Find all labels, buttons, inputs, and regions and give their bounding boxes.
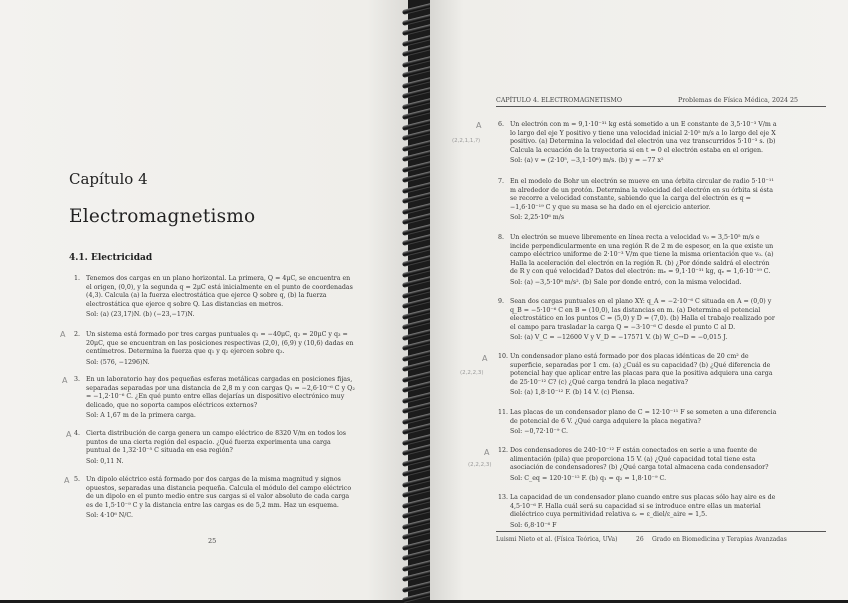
problem-solution: Sol: 6,8·10⁻⁶ F — [510, 521, 557, 529]
pencil-mark-a: A — [62, 376, 68, 385]
problem-solution: Sol: (a) V_C = −12600 V y V_D = −17571 V. (b) W_C→D = −0,015 J. — [510, 334, 728, 342]
problem-number: 7. — [498, 178, 505, 185]
problem-10 — [498, 353, 778, 398]
problem-8 — [498, 234, 778, 288]
section-title-text: Electricidad — [91, 253, 153, 263]
problem-12 — [498, 447, 778, 483]
pencil-note: (2,2,2,3) — [468, 462, 492, 468]
problem-13 — [498, 494, 778, 530]
problem-11 — [498, 409, 778, 437]
pencil-mark-a: A — [64, 476, 70, 485]
problem-text: Dos condensadores de 240·10⁻¹² F están conectados en serie a una fuente de alimentación (pila) que proporciona 15 V. (a) ¿Qué capacidad total tiene esta asociación de condensadores? (b) ¿Qué carga total almacena cada condensador? — [510, 447, 769, 472]
problem-number: 9. — [498, 298, 505, 305]
problem-number: 13. — [498, 494, 509, 501]
footer-page-number: 26 — [636, 536, 644, 543]
right-page — [430, 0, 848, 600]
problem-text: Un condensador plano está formado por dos placas idénticas de 20 cm² de superficie, separadas por 1 cm. (a) ¿Cuál es su capacidad? (b) ¿Qué diferencia de potencial hay que aplicar entre las placas para que la positiva adquiera una carga de 25·10⁻¹² C? (c) ¿Qué carga tendrá la placa negativa? — [510, 353, 773, 386]
problem-solution: Sol: 0,11 N. — [86, 457, 124, 465]
header-rule — [496, 106, 826, 107]
problem-number: 2. — [74, 331, 81, 338]
footer-course: Grado en Biomedicina y Terapias Avanzadas — [652, 536, 787, 543]
chapter-label: Capítulo 4 — [69, 170, 148, 188]
problem-number: 3. — [74, 376, 81, 383]
pencil-note: (2,2,1,1,?) — [452, 138, 481, 144]
problem-solution: Sol: A 1,67 m de la primera carga. — [86, 412, 196, 420]
problem-1 — [74, 275, 356, 320]
problem-solution: Sol: C_eq = 120·10⁻¹² F. (b) q₁ = q₂ = 1,8·10⁻⁹ C. — [510, 474, 667, 482]
left-page — [0, 0, 408, 600]
running-header-left: CAPÍTULO 4. ELECTROMAGNETISMO — [496, 97, 622, 104]
footer-author: Luismi Nieto et al. (Física Teórica, UVa) — [496, 536, 618, 543]
pencil-mark-a: A — [66, 430, 72, 439]
problem-text: Cierta distribución de carga genera un campo eléctrico de 8320 V/m en todos los puntos de una cierta región del espacio. ¿Qué fuerza experimenta una carga puntual de 1,32·10⁻⁵ C situada en esa región? — [86, 430, 346, 455]
footer-rule — [496, 531, 826, 532]
problem-solution: Sol: −0,72·10⁻⁹ C. — [510, 428, 568, 436]
problem-solution: Sol: (a) v = (2·10⁵, −3,1·10⁶) m/s. (b) y = −77 x² — [510, 157, 664, 165]
section-number: 4.1. — [69, 253, 88, 263]
pencil-mark-a: A — [482, 354, 488, 363]
chapter-title: Electromagnetismo — [69, 206, 256, 227]
problem-number: 8. — [498, 234, 505, 241]
problem-4 — [74, 430, 356, 466]
problem-number: 1. — [74, 275, 81, 282]
problem-solution: Sol: (a) 1,8·10⁻¹² F. (b) 14 V. (c) Piensa. — [510, 389, 635, 397]
left-page-number: 25 — [208, 537, 217, 545]
pencil-mark-a: A — [476, 121, 482, 130]
problem-text: Sean dos cargas puntuales en el plano XY: q_A = −2·10⁻⁶ C situada en A = (0,0) y q_B = −5·10⁻⁶ C en B = (10,0), las distancias en m. (a) Determina el potencial electrostático en los puntos C = (5,0) y D = (7,0). (b) Halla el trabajo realizado por el campo para trasladar la carga Q = −3·10⁻⁶ C desde el punto C al D. — [510, 298, 775, 331]
problem-text: Las placas de un condensador plano de C = 12·10⁻¹¹ F se someten a una diferencia de potencial de 6 V. ¿Qué carga adquiere la placa negativa? — [510, 409, 777, 425]
problem-number: 5. — [74, 476, 81, 483]
problem-solution: Sol: 2,25·10⁶ m/s — [510, 214, 565, 222]
problem-text: Un dipolo eléctrico está formado por dos cargas de la misma magnitud y signos opuestos, separadas una distancia pequeña. Calcula el módulo del campo eléctrico de un dipolo en el punto medio entre sus cargas si el valor absoluto de cada carga es de 1,5·10⁻⁹ C y la distancia entre las cargas es de 5,2 mm. Haz un esquema. — [86, 476, 352, 509]
problem-text: En el modelo de Bohr un electrón se mueve en una órbita circular de radio 5·10⁻¹¹ m alrededor de un protón. Determina la velocidad del electrón en su órbita si ésta se recorre a velocidad constante, sabiendo que la carga del electrón es q = −1,6·10⁻¹⁹ C y que su masa se ha dado en el ejercicio anterior. — [510, 178, 774, 211]
problem-text: Tenemos dos cargas en un plano horizontal. La primera, Q = 4μC, se encuentra en el origen, (0,0), y la segunda q = 2μC está inicialmente en el punto de coordenadas (4,3). Calcula (a) la fuerza electrostática que ejerce Q sobre q, (b) la fuerza electrostática que ejerce q sobre Q. Las distancias en metros. — [86, 275, 353, 308]
problem-solution: Sol: 4·10⁶ N/C. — [86, 512, 134, 520]
running-header-right: Problemas de Física Médica, 2024 25 — [678, 97, 798, 104]
problem-5 — [74, 476, 356, 521]
problem-solution: Sol: (a) −3,5·10⁸ m/s². (b) Sale por donde entró, con la misma velocidad. — [510, 278, 742, 286]
problem-text: En un laboratorio hay dos pequeñas esferas metálicas cargadas en posiciones fijas, separadas separadas por una distancia de 2,8 m y con cargas Q₁ = −2,6·10⁻⁶ C y Q₂ = −1,2·10⁻⁶ C. ¿En qué punto entre ellas dejarías un dispositivo electrónico muy delicado, que no soporta campos eléctricos externos? — [86, 376, 355, 409]
problem-number: 12. — [498, 447, 509, 454]
problem-2 — [74, 331, 356, 367]
pencil-mark-a: A — [484, 448, 490, 457]
problem-9 — [498, 298, 778, 343]
problem-number: 6. — [498, 121, 505, 128]
pencil-mark-a: A — [60, 330, 66, 339]
problem-text: Un electrón con m = 9,1·10⁻³¹ kg está sometido a un E constante de 3,5·10⁻³ V/m a lo largo del eje Y positivo y tiene una velocidad inicial 2·10⁵ m/s a lo largo del eje X positivo. (a) Determina la velocidad del electrón una vez transcurridos 5·10⁻³ s. (b) Calcula la ecuación de la trayectoria si en t = 0 el electrón estaba en el origen. — [510, 121, 777, 154]
problem-solution: Sol: (a) (23,17)N. (b) (−23,−17)N. — [86, 311, 195, 319]
problem-text: La capacidad de un condensador plano cuando entre sus placas sólo hay aire es de 4,5·10⁻⁶ F. Halla cuál será su capacidad si se introduce entre ellas un material dieléctrico cuya permitividad relativa εᵣ = ε_diel/ε_aire = 1,5. — [510, 494, 776, 519]
problem-number: 11. — [498, 409, 509, 416]
problem-text: Un sistema está formado por tres cargas puntuales q₁ = −40μC, q₂ = 20μC y q₃ = 20μC, que se encuentran en las posiciones respectivas (2,0), (6,9) y (10,6) dadas en centímetros. Determina la fuerza que q₁ y q₂ ejercen sobre q₃. — [86, 331, 354, 356]
problem-solution: Sol: (576, −1296)N. — [86, 358, 150, 366]
problem-text: Un electrón se mueve libremente en línea recta a velocidad v₀ = 3,5·10⁵ m/s e incide perpendicularmente en una región R de 2 m de espesor, en la que existe un campo eléctrico uniforme de 2·10⁻³ V/m que tiene la misma orientación que v₀. (a) Halla la aceleración del electrón en la región R. (b) ¿Por dónde saldrá el electrón de R y con qué velocidad? Datos del electrón: mₑ = 9,1·10⁻³¹ kg, qₑ = 1,6·10⁻¹⁹ C. — [510, 234, 774, 276]
section-title — [69, 253, 152, 263]
problem-number: 4. — [74, 430, 81, 437]
problem-7 — [498, 178, 778, 223]
problem-number: 10. — [498, 353, 509, 360]
problem-3 — [74, 376, 356, 421]
pencil-note: (2,2,2,3) — [460, 370, 484, 376]
problem-6 — [498, 121, 778, 166]
